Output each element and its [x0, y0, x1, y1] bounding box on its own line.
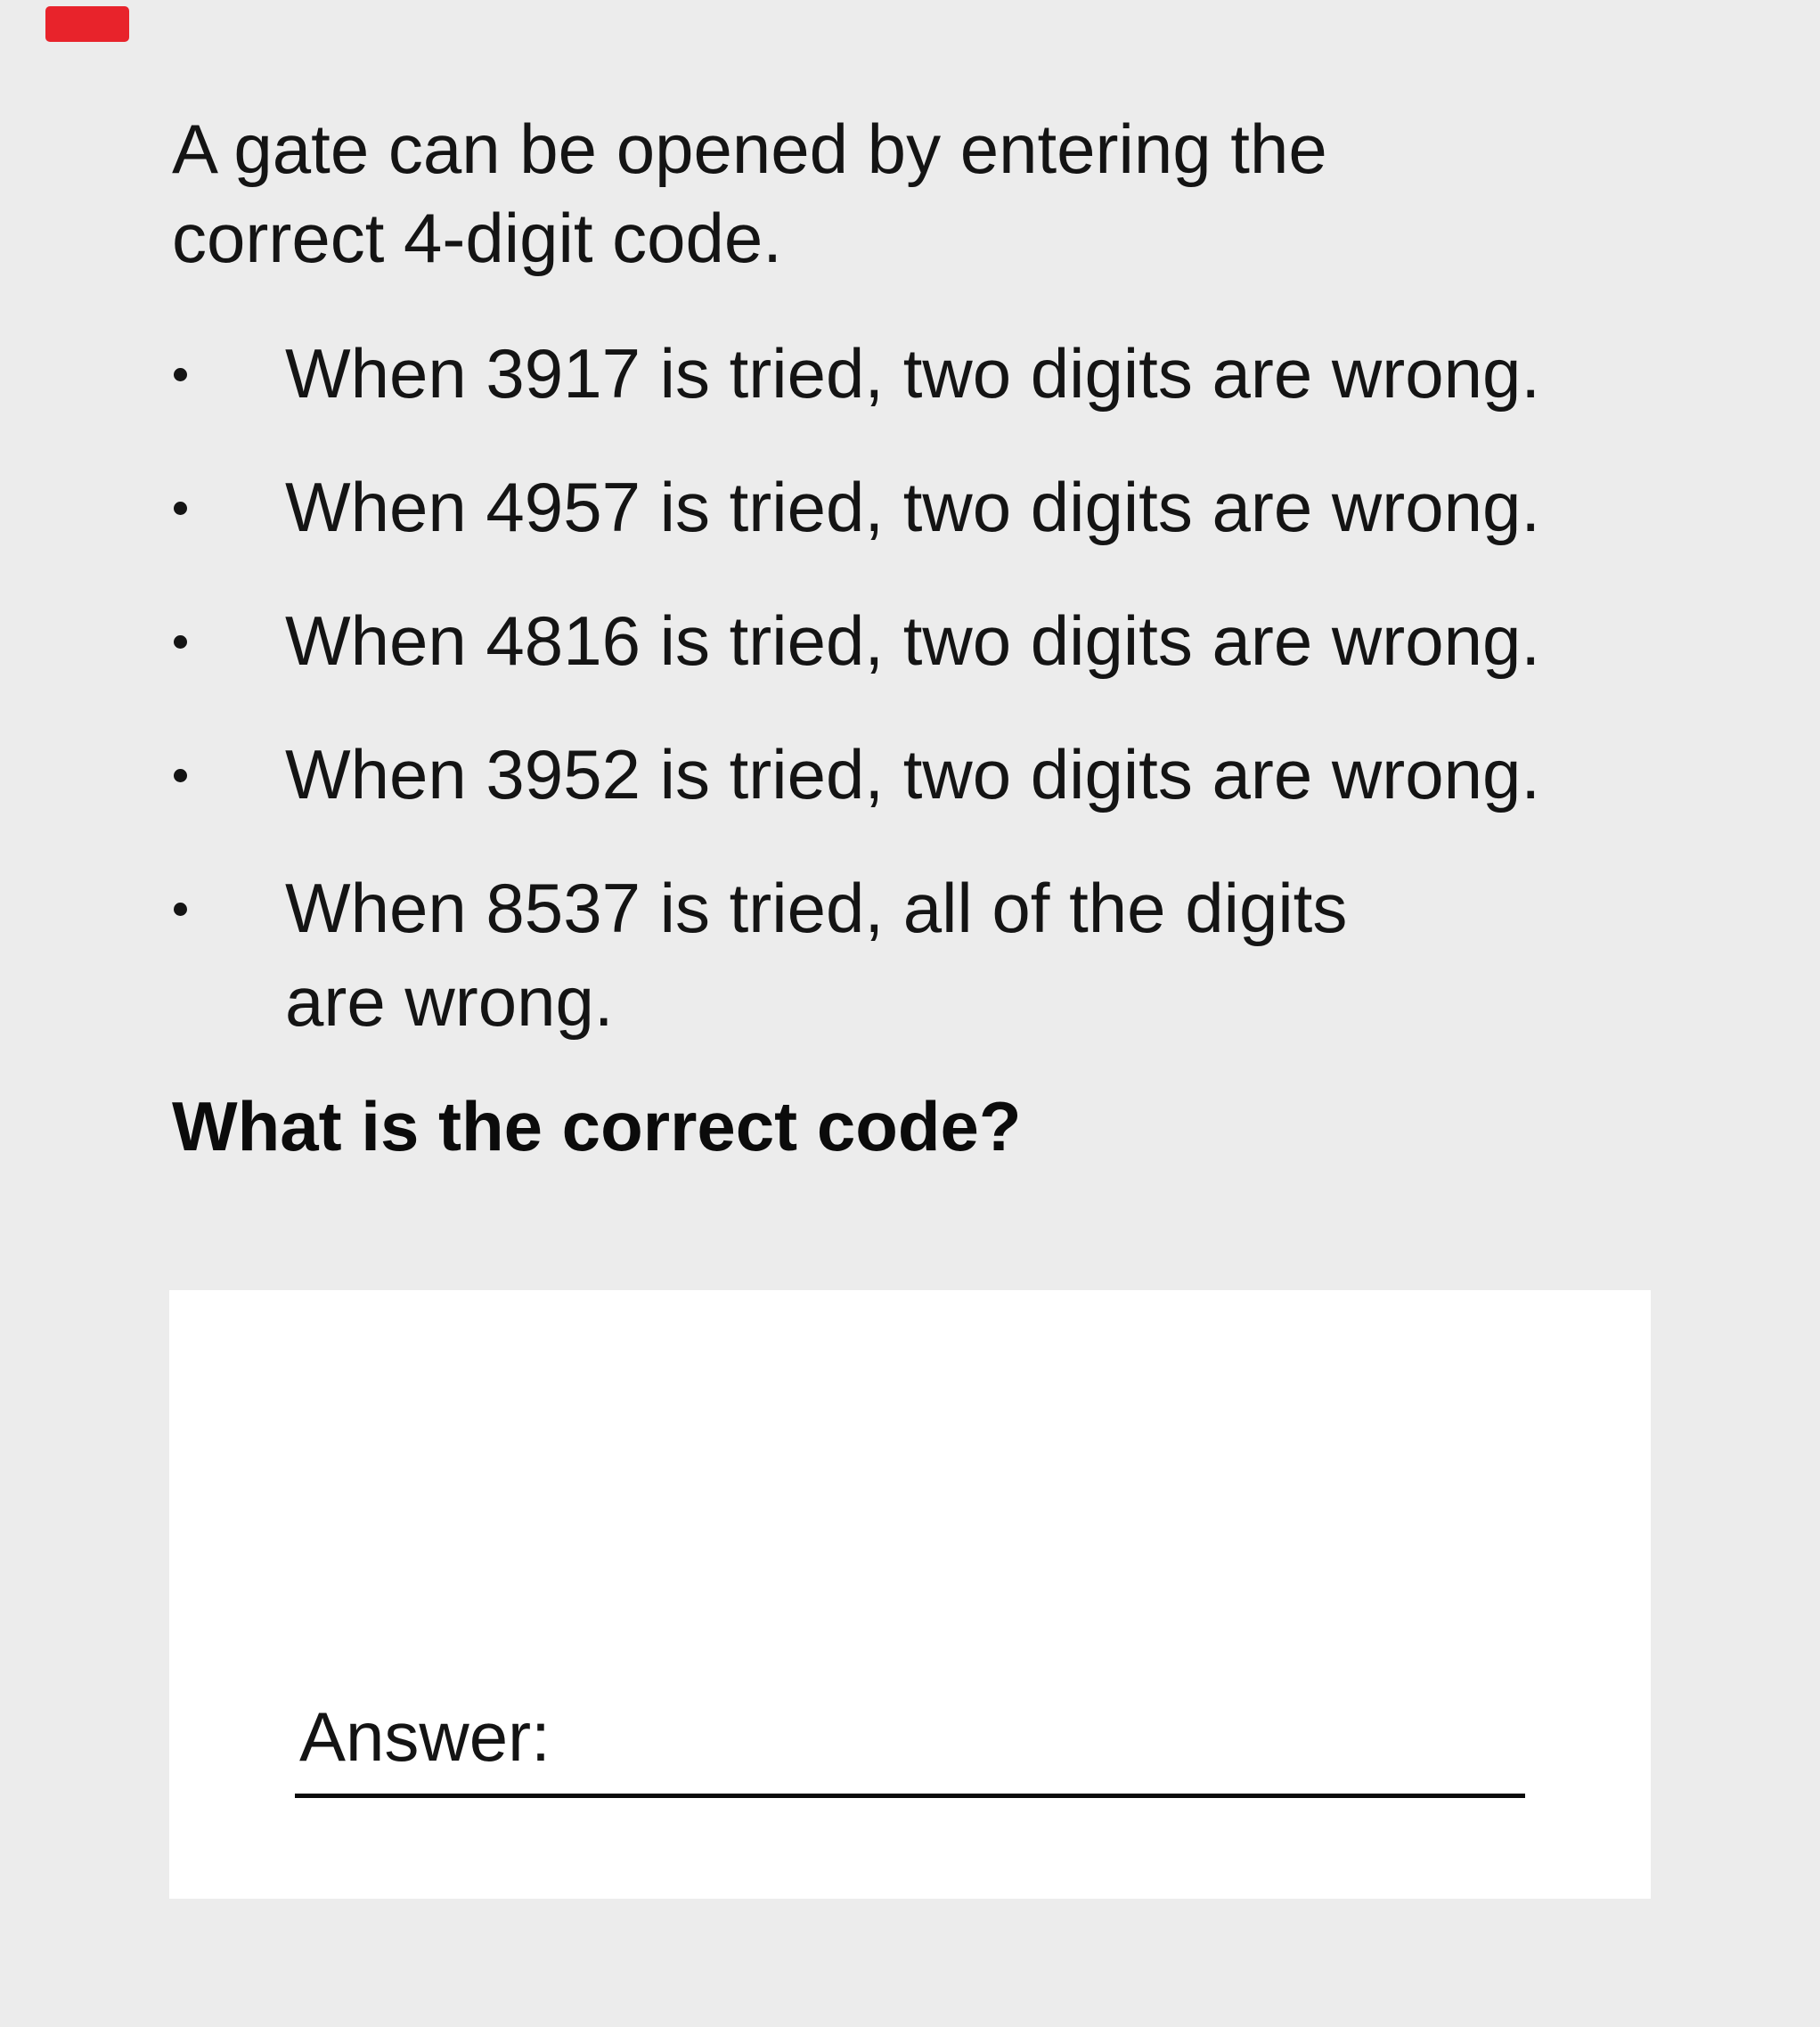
problem-intro-text: A gate can be opened by entering the correct 4-digit code. — [172, 110, 1327, 277]
bullet-dot-icon — [174, 502, 187, 515]
clue-list — [172, 327, 1540, 1089]
clue-text: When 3952 is tried, two digits are wrong. — [285, 735, 1541, 813]
bullet-dot-icon — [174, 769, 187, 782]
answer-label: Answer: — [299, 1697, 551, 1776]
clue-item — [172, 728, 1540, 821]
clue-item — [172, 594, 1540, 688]
clue-text: When 3917 is tried, two digits are wrong. — [285, 334, 1541, 413]
answer-input-area[interactable] — [526, 1692, 1506, 1790]
answer-card — [169, 1290, 1651, 1899]
clue-text: When 4957 is tried, two digits are wrong. — [285, 468, 1541, 546]
clue-text: When 4816 is tried, two digits are wrong. — [285, 601, 1541, 680]
bullet-dot-icon — [174, 635, 187, 649]
answer-blank-line[interactable] — [295, 1794, 1525, 1798]
question-text: What is the correct code? — [172, 1087, 1022, 1165]
bullet-dot-icon — [174, 368, 187, 381]
clue-item — [172, 862, 1408, 1049]
clue-text: When 8537 is tried, all of the digits are wrong. — [285, 869, 1348, 1041]
clue-item — [172, 327, 1540, 421]
clue-item — [172, 461, 1540, 554]
bullet-dot-icon — [174, 903, 187, 916]
red-corner-marker — [45, 6, 129, 42]
